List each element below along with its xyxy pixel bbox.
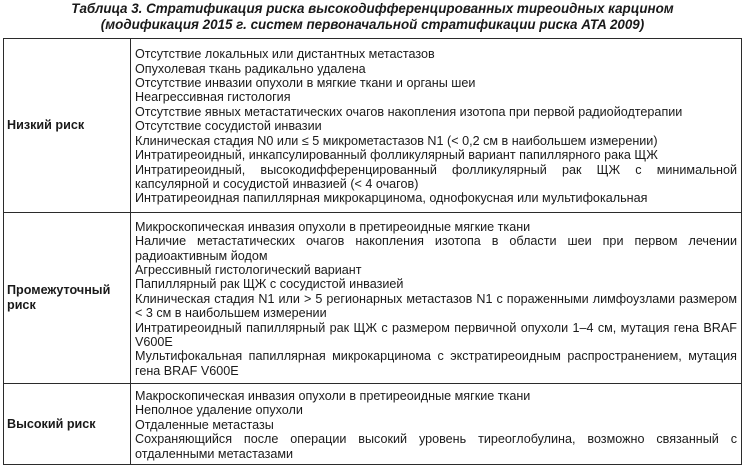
table-row-high-risk xyxy=(4,384,742,465)
table-row-low-risk xyxy=(4,39,742,213)
caption-line-2: (модификация 2015 г. систем первоначальной стратификации риска ATA 2009) xyxy=(100,16,645,32)
criteria-item: Наличие метастатических очагов накопления изотопа в области шеи при первом лечении радиоактивным йодом xyxy=(135,234,737,263)
criteria-cell-intermediate xyxy=(131,213,742,384)
criteria-cell-low xyxy=(131,39,742,213)
criteria-item: Отсутствие сосудистой инвазии xyxy=(135,119,322,134)
criteria-item: Интратиреоидная папиллярная микрокарцинома, однофокусная или мультифокальная xyxy=(135,191,648,206)
criteria-item: Мультифокальная папиллярная микрокарцинома с экстратиреоидным распространением, мутация гена BRAF V600E xyxy=(135,349,737,378)
criteria-item: Сохраняющийся после операции высокий уровень тиреоглобулина, возможно связанный с отдаленными метастазами xyxy=(135,432,737,461)
criteria-item: Интратиреоидный, инкапсулированный фолликулярный вариант папиллярного рака ЩЖ xyxy=(135,148,658,163)
category-cell-high: Высокий риск xyxy=(4,384,131,465)
criteria-item: Агрессивный гистологический вариант xyxy=(135,262,362,277)
criteria-item: Неагрессивная гистология xyxy=(135,90,291,105)
category-cell-intermediate: Промежуточный риск xyxy=(4,213,131,384)
table-caption xyxy=(0,0,745,32)
criteria-cell-high xyxy=(131,384,742,465)
criteria-item: Отсутствие локальных или дистантных метастазов xyxy=(135,47,435,62)
table-row-intermediate-risk xyxy=(4,213,742,384)
caption-line-1: Таблица 3. Стратификация риска высокодифференцированных тиреоидных карцином xyxy=(71,1,674,16)
criteria-item: Клиническая стадия N0 или ≤ 5 микрометастазов N1 (< 0,2 см в наибольшем измерении) xyxy=(135,133,658,148)
criteria-item: Микроскопическая инвазия опухоли в претиреоидные мягкие ткани xyxy=(135,219,531,234)
criteria-item: Неполное удаление опухоли xyxy=(135,403,303,418)
risk-stratification-table xyxy=(3,38,742,465)
criteria-item: Опухолевая ткань радикально удалена xyxy=(135,61,366,76)
criteria-item: Клиническая стадия N1 или > 5 регионарных метастазов N1 с пораженными лимфоузлами размером < 3 см в наибольшем измерении xyxy=(135,291,737,321)
criteria-item: Отдаленные метастазы xyxy=(135,417,274,432)
criteria-item: Макроскопическая инвазия опухоли в претиреоидные мягкие ткани xyxy=(135,388,531,403)
criteria-item: Отсутствие явных метастатических очагов накопления изотопа при первой радиойодтерапии xyxy=(135,104,683,119)
criteria-item: Интратиреоидный папиллярный рак ЩЖ с размером первичной опухоли 1–4 см, мутация гена BRAF V600E xyxy=(135,320,737,350)
criteria-item: Папиллярный рак ЩЖ с сосудистой инвазией xyxy=(135,277,404,292)
category-cell-low: Низкий риск xyxy=(4,39,131,213)
criteria-item: Интратиреоидный, высокодифференцированный фолликулярный рак ЩЖ с минимальной капсулярной и сосудистой инвазией (< 4 очагов) xyxy=(135,162,737,191)
criteria-item: Отсутствие инвазии опухоли в мягкие ткани и органы шеи xyxy=(135,76,476,91)
